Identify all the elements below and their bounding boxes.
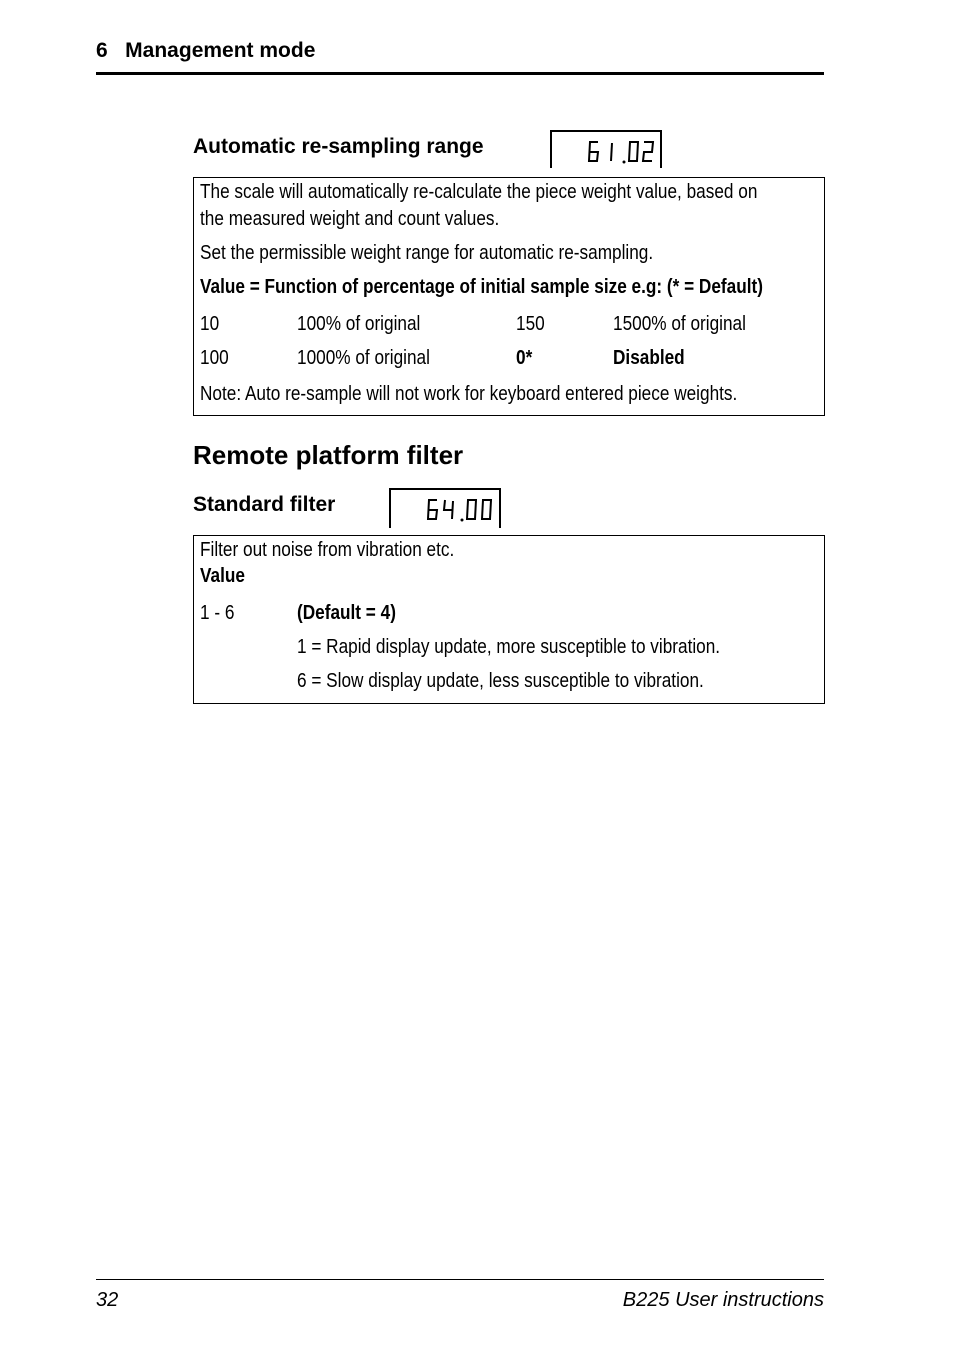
table-cell-default: 0* bbox=[516, 347, 533, 369]
option-6-description: 6 = Slow display update, less susceptible to vibration. bbox=[297, 670, 704, 692]
note-text: Note: Auto re-sample will not work for keyboard entered piece weights. bbox=[200, 383, 738, 405]
value-label: Value bbox=[200, 565, 245, 587]
page-footer bbox=[96, 1279, 824, 1311]
option-1-description: 1 = Rapid display update, more susceptible to vibration. bbox=[297, 636, 721, 658]
standard-filter-heading: Standard filter bbox=[193, 493, 336, 516]
filter-description: Filter out noise from vibration etc. bbox=[200, 539, 455, 561]
value-range: 1 - 6 bbox=[200, 602, 235, 624]
remote-filter-heading: Remote platform filter bbox=[193, 440, 464, 470]
chapter-title: 6 Management mode bbox=[96, 39, 316, 62]
seven-segment-readout bbox=[391, 490, 499, 528]
table-cell: 150 bbox=[516, 313, 545, 335]
description-line-1: The scale will automatically re-calculate the piece weight value, based on bbox=[200, 181, 758, 203]
table-cell: 1000% of original bbox=[297, 347, 430, 369]
resampling-heading: Automatic re-sampling range bbox=[193, 135, 484, 158]
table-cell: 10 bbox=[200, 313, 220, 335]
table-cell: 100% of original bbox=[297, 313, 421, 335]
instruction-text: Set the permissible weight range for automatic re-sampling. bbox=[200, 242, 654, 264]
document-title: B225 User instructions bbox=[622, 1289, 824, 1311]
value-heading: Value = Function of percentage of initial sample size e.g: (* = Default) bbox=[200, 276, 763, 298]
lcd-display-resampling bbox=[550, 130, 662, 168]
filter-info-box bbox=[193, 535, 825, 704]
table-cell-default: Disabled bbox=[613, 347, 685, 369]
page-number: 32 bbox=[96, 1289, 119, 1311]
page-header bbox=[96, 38, 824, 75]
lcd-display-filter bbox=[389, 488, 501, 528]
default-value: (Default = 4) bbox=[297, 602, 396, 624]
resampling-info-box bbox=[193, 177, 825, 416]
description-line-2: the measured weight and count values. bbox=[200, 208, 500, 230]
table-cell: 100 bbox=[200, 347, 229, 369]
seven-segment-readout bbox=[552, 132, 660, 168]
table-cell: 1500% of original bbox=[613, 313, 746, 335]
